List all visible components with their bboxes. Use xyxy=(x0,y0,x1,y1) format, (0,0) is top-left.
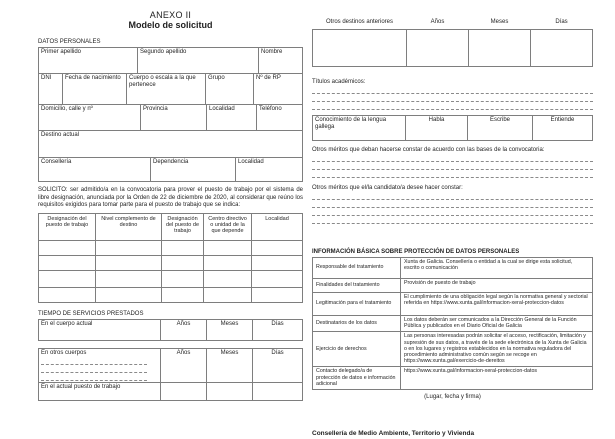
field-dias[interactable] xyxy=(253,319,303,340)
field-label: Grupo xyxy=(208,75,225,81)
field-label: Fecha de nacimiento xyxy=(65,75,121,81)
column-header: Días xyxy=(271,349,284,356)
input-cell[interactable] xyxy=(204,287,252,302)
input-cell[interactable] xyxy=(96,255,162,270)
field-escribe[interactable] xyxy=(468,115,533,140)
form-subtitle: Modelo de solicitud xyxy=(128,20,213,30)
dotted-writing-line[interactable] xyxy=(312,103,593,110)
column-header: Centro directivo o unidad de la que depende xyxy=(204,213,252,240)
dotted-writing-line[interactable] xyxy=(312,87,593,94)
solicito-paragraph: SOLICITO: ser admitido/a en la convocatoria para prover el puesto de trabajo por el sistema de libre designación, anunciada por la Orden de 22 de diciembre de 2020, al considerar que reúno los requisitos exigidos para tomar parte para el puesto de trabajo que se indica: xyxy=(38,187,303,208)
otros-meritos-bases-label: Otros méritos que deban hacerse constar de acuerdo con las bases de la convocatoria: xyxy=(312,146,545,153)
column-header: Escribe xyxy=(489,116,510,123)
input-cell[interactable] xyxy=(204,255,252,270)
field-label: En otros cuerpos xyxy=(41,349,87,356)
input-cell[interactable] xyxy=(96,240,162,255)
field-label: Provincia xyxy=(143,106,168,112)
input-cell[interactable] xyxy=(313,29,407,66)
form-annex-title: ANEXO II xyxy=(149,10,192,20)
field-localidad-conselleria[interactable] xyxy=(236,158,303,182)
prot-row-value: Xunta de Galicia. Consellería o entidad a la cual se dirige esta solicitud, escrito o comunicación xyxy=(401,257,593,278)
datos-personales-row5 xyxy=(38,157,303,182)
prot-row-label: Responsable del tratamiento xyxy=(313,257,401,278)
prot-row-label: Legitimación para el tratamiento xyxy=(313,292,401,315)
field-otros-cuerpos[interactable] xyxy=(39,348,161,382)
dotted-writing-line[interactable] xyxy=(41,366,147,373)
input-cell[interactable] xyxy=(407,29,469,66)
field-label: Cuerpo o escala a la que pertenece xyxy=(129,75,196,88)
field-telefono[interactable] xyxy=(257,105,303,131)
dotted-writing-line[interactable] xyxy=(312,201,593,208)
column-header: Años xyxy=(176,349,191,356)
field-label: Primer apellido xyxy=(41,49,82,55)
section-label-datos-personales: DATOS PERSONALES xyxy=(38,39,101,45)
proteccion-datos-table xyxy=(312,257,593,390)
input-cell[interactable] xyxy=(39,240,96,255)
lengua-gallega-table xyxy=(312,115,593,141)
field-habla[interactable] xyxy=(406,115,468,140)
field-label: En el actual puesto de trabajo xyxy=(41,383,121,390)
dotted-writing-line[interactable] xyxy=(312,155,593,162)
field-meses[interactable] xyxy=(207,348,253,382)
column-header: Días xyxy=(555,19,568,25)
prot-row-value: El cumplimiento de una obligación legal según la normativa general y sectorial referida en https://www.xunta.gal/informacion-xeral-proteccion-datos xyxy=(401,292,593,315)
field-conocimiento-gallego xyxy=(313,115,406,140)
field-anos[interactable] xyxy=(161,348,207,382)
field-label: Nº de RP xyxy=(256,75,281,81)
dotted-writing-line[interactable] xyxy=(312,163,593,170)
input-cell[interactable] xyxy=(204,240,252,255)
input-cell[interactable] xyxy=(96,287,162,302)
field-label: Nombre xyxy=(261,49,283,55)
dotted-writing-line[interactable] xyxy=(41,358,147,365)
prot-row-value: Provisión de puesto de trabajo xyxy=(401,278,593,292)
column-header: Años xyxy=(430,19,445,25)
field-actual-puesto[interactable] xyxy=(39,382,161,400)
column-header: Entiende xyxy=(550,116,575,123)
prot-row-label: Finalidades del tratamiento xyxy=(313,278,401,292)
field-label: Conocimiento de la lengua gallega xyxy=(315,116,387,130)
otros-meritos-candidato-label: Otros méritos que el/la candidato/a desee hacer constar: xyxy=(312,184,463,191)
left-column xyxy=(38,10,303,401)
input-cell[interactable] xyxy=(161,382,207,400)
column-header: Meses xyxy=(490,19,509,25)
input-cell[interactable] xyxy=(162,240,204,255)
field-localidad[interactable] xyxy=(207,105,257,131)
column-header: Años xyxy=(176,320,191,327)
field-nombre[interactable] xyxy=(259,48,303,74)
input-cell[interactable] xyxy=(39,255,96,270)
input-cell[interactable] xyxy=(162,270,204,287)
prot-row-value: https://www.xunta.gal/informacion-xeral-proteccion-datos xyxy=(401,366,593,389)
input-cell[interactable] xyxy=(162,287,204,302)
input-cell[interactable] xyxy=(253,382,303,400)
field-provincia[interactable] xyxy=(141,105,207,131)
section-label-tiempo-servicios: TIEMPO DE SERVICIOS PRESTADOS xyxy=(38,310,144,317)
column-header: Nivel complemento de destino xyxy=(96,213,162,240)
field-label: Consellería xyxy=(41,159,72,165)
column-header: Meses xyxy=(220,320,239,327)
writing-lines xyxy=(312,155,593,178)
field-grupo[interactable] xyxy=(206,74,254,105)
prot-row-value: Las personas interesadas podrán solicitar el acceso, rectificación, limitación y supresión de sus datos, a través de la sede electrónica de la Xunta de Galicia o en los lugares y registros establecidos en la normativa reguladora del procedimiento administrativo común según se recoge en https://www.xunta.gal/exercicio-de-dereitos xyxy=(401,331,593,366)
input-cell[interactable] xyxy=(162,255,204,270)
column-header: Días xyxy=(271,320,284,327)
field-entiende[interactable] xyxy=(533,115,593,140)
input-cell[interactable] xyxy=(39,287,96,302)
field-label: Segundo apellido xyxy=(140,49,187,55)
writing-lines xyxy=(41,358,158,381)
column-header: Otros destinos anteriores xyxy=(325,19,394,25)
tiempo-cuerpo-actual-table xyxy=(38,319,303,341)
dotted-writing-line[interactable] xyxy=(312,209,593,216)
field-anos[interactable] xyxy=(161,319,207,340)
field-num-rp[interactable] xyxy=(254,74,303,105)
field-segundo-apellido[interactable] xyxy=(138,48,259,74)
field-primer-apellido[interactable] xyxy=(39,48,138,74)
datos-personales-row1 xyxy=(38,47,303,74)
datos-personales-row4 xyxy=(38,130,303,158)
column-header: Meses xyxy=(220,349,239,356)
field-label: DNI xyxy=(41,75,52,81)
column-header: Habla xyxy=(428,116,445,123)
datos-personales-row2 xyxy=(38,73,303,105)
input-cell[interactable] xyxy=(531,29,593,66)
prot-row-value: Los datos deberán ser comunicados a la Dirección General de la Función Pública y publicados en el Diario Oficial de Galicia xyxy=(401,315,593,331)
field-cuerpo-actual[interactable] xyxy=(39,319,161,340)
dotted-writing-line[interactable] xyxy=(312,171,593,178)
input-cell[interactable] xyxy=(469,29,531,66)
proteccion-datos-title: INFORMACIÓN BÁSICA SOBRE PROTECCIÓN DE DATOS PERSONALES xyxy=(312,248,520,255)
field-fecha-nacimiento[interactable] xyxy=(63,74,127,105)
input-cell[interactable] xyxy=(252,270,303,287)
field-conselleria[interactable] xyxy=(39,158,151,182)
column-header: Designación del puesto de trabajo xyxy=(39,213,96,240)
field-destino-actual[interactable] xyxy=(39,131,303,158)
input-cell[interactable] xyxy=(252,240,303,255)
datos-personales-row3 xyxy=(38,104,303,131)
dotted-writing-line[interactable] xyxy=(312,193,593,200)
prot-row-label: Destinatarios de los datos xyxy=(313,315,401,331)
tiempo-otros-cuerpos-table xyxy=(38,348,303,401)
field-label: Dependencia xyxy=(153,159,189,165)
column-header: Localidad xyxy=(252,213,303,240)
column-header: Designación del puesto de trabajo xyxy=(162,213,204,240)
input-cell[interactable] xyxy=(39,270,96,287)
otros-destinos-table xyxy=(312,18,593,67)
input-cell[interactable] xyxy=(252,287,303,302)
right-column xyxy=(312,18,593,437)
field-dependencia[interactable] xyxy=(151,158,236,182)
input-cell[interactable] xyxy=(204,270,252,287)
puesto-designacion-table xyxy=(38,213,303,303)
field-label: Destino actual xyxy=(41,132,80,138)
dotted-writing-line[interactable] xyxy=(312,217,593,224)
field-dias[interactable] xyxy=(253,348,303,382)
field-domicilio[interactable] xyxy=(39,105,141,131)
field-label: Teléfono xyxy=(259,106,282,112)
prot-row-label: Ejercicio de derechos xyxy=(313,331,401,366)
input-cell[interactable] xyxy=(96,270,162,287)
field-label: Localidad xyxy=(209,106,235,112)
dotted-writing-line[interactable] xyxy=(41,374,147,381)
footer-organismo: Consellería de Medio Ambiente, Territorio y Vivienda xyxy=(312,429,475,437)
field-dni[interactable] xyxy=(39,74,63,105)
input-cell[interactable] xyxy=(252,255,303,270)
titulos-academicos-label: Títulos académicos: xyxy=(312,78,366,85)
input-cell[interactable] xyxy=(207,382,253,400)
field-label: Domicilio, calle y nº xyxy=(41,106,93,112)
dotted-writing-line[interactable] xyxy=(312,95,593,102)
writing-lines xyxy=(312,193,593,224)
field-label: En el cuerpo actual xyxy=(41,320,93,327)
field-meses[interactable] xyxy=(207,319,253,340)
writing-lines xyxy=(312,87,593,110)
lugar-fecha-firma-label: (Lugar, fecha y firma) xyxy=(424,393,481,400)
prot-row-label: Contacto delegado/a de protección de datos e información adicional xyxy=(313,366,401,389)
field-label: Localidad xyxy=(238,159,264,165)
field-cuerpo-escala[interactable] xyxy=(127,74,206,105)
